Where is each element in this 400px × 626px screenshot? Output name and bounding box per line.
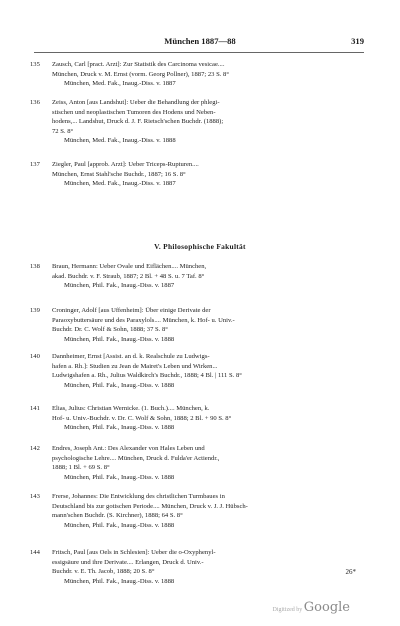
entry-line: Ludwigshafen a. Rh., Julius Waldkirch's Buchdr., 1888; 4 Bl. | 111 S. 8° xyxy=(52,372,242,380)
entry-line: 1888; 1 Bl. + 69 S. 8° xyxy=(52,464,110,472)
entry-number: 135 xyxy=(30,61,40,68)
page-number: 319 xyxy=(351,36,364,46)
entry-body xyxy=(52,548,360,586)
entry-line: stischen und neoplastischen Tumoren des Hodens und Neben- xyxy=(52,108,216,116)
entry-line: psychologische Lehre.... München, Druck d. Fulda'er Actiendr., xyxy=(52,454,220,462)
entry-faculty-note: München, Phil. Fak., Inaug.-Diss. v. 1888 xyxy=(64,521,175,529)
entry-number: 138 xyxy=(30,263,40,270)
entry-faculty-note: München, Phil. Fak., Inaug.-Diss. v. 1887 xyxy=(64,282,175,290)
entry-line: hafen a. Rh.]: Studien zu Jean de Mairet's Leben und Wirken... xyxy=(52,362,218,370)
watermark-prefix: Digitized by xyxy=(272,607,303,613)
entry-faculty-note: München, Med. Fak., Inaug.-Diss. v. 1888 xyxy=(64,137,176,145)
entry-body xyxy=(52,60,360,89)
entry-line: Deutschland bis zur gotischen Periode.... München, Druck v. J. J. Hübsch- xyxy=(52,502,248,510)
entry-line: Croninger, Adolf [aus Uffenheim]: Über einige Derivate der xyxy=(52,307,211,314)
entry-line: hodens,... Landshut, Druck d. J. F. Rietsch'schen Buchdr. (1888); xyxy=(52,118,224,126)
entry-body xyxy=(52,262,360,291)
entry-line: Zeiss, Anton [aus Landshut]: Ueber die Behandlung der phlegi- xyxy=(52,99,220,106)
entry-faculty-note: München, Phil. Fak., Inaug.-Diss. v. 1888 xyxy=(64,424,175,432)
entry-faculty-note: München, Phil. Fak., Inaug.-Diss. v. 1888 xyxy=(64,577,175,585)
entry-number: 137 xyxy=(30,161,40,168)
entry-line: Paraoxybuttersäure und des Paraxylols.... München, k. Hof- u. Univ.- xyxy=(52,316,235,324)
entry-line: München, Druck v. M. Ernst (vorm. Georg Pollner), 1887; 23 S. 8° xyxy=(52,70,229,78)
entry-line: Frerse, Johannes: Die Entwicklung des christlichen Turmbaues in xyxy=(52,493,225,500)
entry-number: 142 xyxy=(30,445,40,452)
entry-body xyxy=(52,306,360,344)
entry-line: München, Ernst Stahl'sche Buchdr., 1887; 16 S. 8° xyxy=(52,170,186,178)
entry-number: 141 xyxy=(30,405,40,412)
entry-line: Endres, Joseph Ant.: Des Alexander von Hales Leben und xyxy=(52,445,205,452)
entry-line: 72 S. 8° xyxy=(52,127,74,135)
entry-line: Braun, Hermann: Ueber Ovale und Eiflächen.... München, xyxy=(52,263,207,270)
entry-line: Buchdr. v. E. Th. Jacob, 1888; 20 S. 8° xyxy=(52,568,155,576)
entry-line: Ziegler, Paul [approb. Arzt]: Ueber Triceps-Rupturen.... xyxy=(52,161,199,168)
entry-line: mann'schen Buchdr. (S. Kirchner), 1888; 64 S. 8° xyxy=(52,512,183,520)
entry-line: Elias, Julius: Christian Wernicke. (1. Buch.).... München, k. xyxy=(52,405,210,412)
signature-mark: 26* xyxy=(345,568,356,576)
entry-line: Zausch, Carl [pract. Arzt]: Zur Statistik des Carcinoma vesicae.... xyxy=(52,61,225,68)
entry-faculty-note: München, Phil. Fak., Inaug.-Diss. v. 1888 xyxy=(64,335,175,343)
entry-line: Buchdr. Dr. C. Wolf & Sohn, 1888; 37 S. 8° xyxy=(52,326,168,334)
google-logo: Google xyxy=(303,600,350,615)
entry-body xyxy=(52,444,360,482)
entry-body xyxy=(52,160,360,189)
entry-body xyxy=(52,404,360,433)
entry-number: 140 xyxy=(30,353,40,360)
entry-body xyxy=(52,492,360,530)
entry-body xyxy=(52,352,360,390)
page-header xyxy=(0,36,400,50)
digitized-watermark xyxy=(272,600,350,615)
entry-body xyxy=(52,98,360,146)
entry-number: 144 xyxy=(30,549,40,556)
entry-line: Fritsch, Paul [aus Oels in Schlesien]: Ueber die o-Oxyphenyl- xyxy=(52,549,216,556)
entry-number: 139 xyxy=(30,307,40,314)
entry-line: essigsäure und ihre Derivate.... Erlangen, Druck d. Univ.- xyxy=(52,558,204,566)
header-rule xyxy=(34,52,364,53)
entry-faculty-note: München, Phil. Fak., Inaug.-Diss. v. 1888 xyxy=(64,381,175,389)
entry-faculty-note: München, Med. Fak., Inaug.-Diss. v. 1887 xyxy=(64,180,176,188)
entry-line: akad. Buchdr. v. F. Straub, 1887; 2 Bl. + 48 S. u. 7 Taf. 8° xyxy=(52,272,205,280)
running-title: München 1887—88 xyxy=(164,36,236,46)
entry-line: Dannheimer, Ernst [Assist. an d. k. Realschule zu Ludwigs- xyxy=(52,353,210,360)
section-heading: V. Philosophische Fakultät xyxy=(154,242,246,251)
entry-line: Hof- u. Univ.-Buchdr. v. Dr. C. Wolf & Sohn, 1888; 2 Bl. + 90 S. 8° xyxy=(52,414,232,422)
entry-faculty-note: München, Phil. Fak., Inaug.-Diss. v. 1888 xyxy=(64,473,175,481)
entry-number: 143 xyxy=(30,493,40,500)
entry-faculty-note: München, Med. Fak., Inaug.-Diss. v. 1887 xyxy=(64,80,176,88)
entry-number: 136 xyxy=(30,99,40,106)
